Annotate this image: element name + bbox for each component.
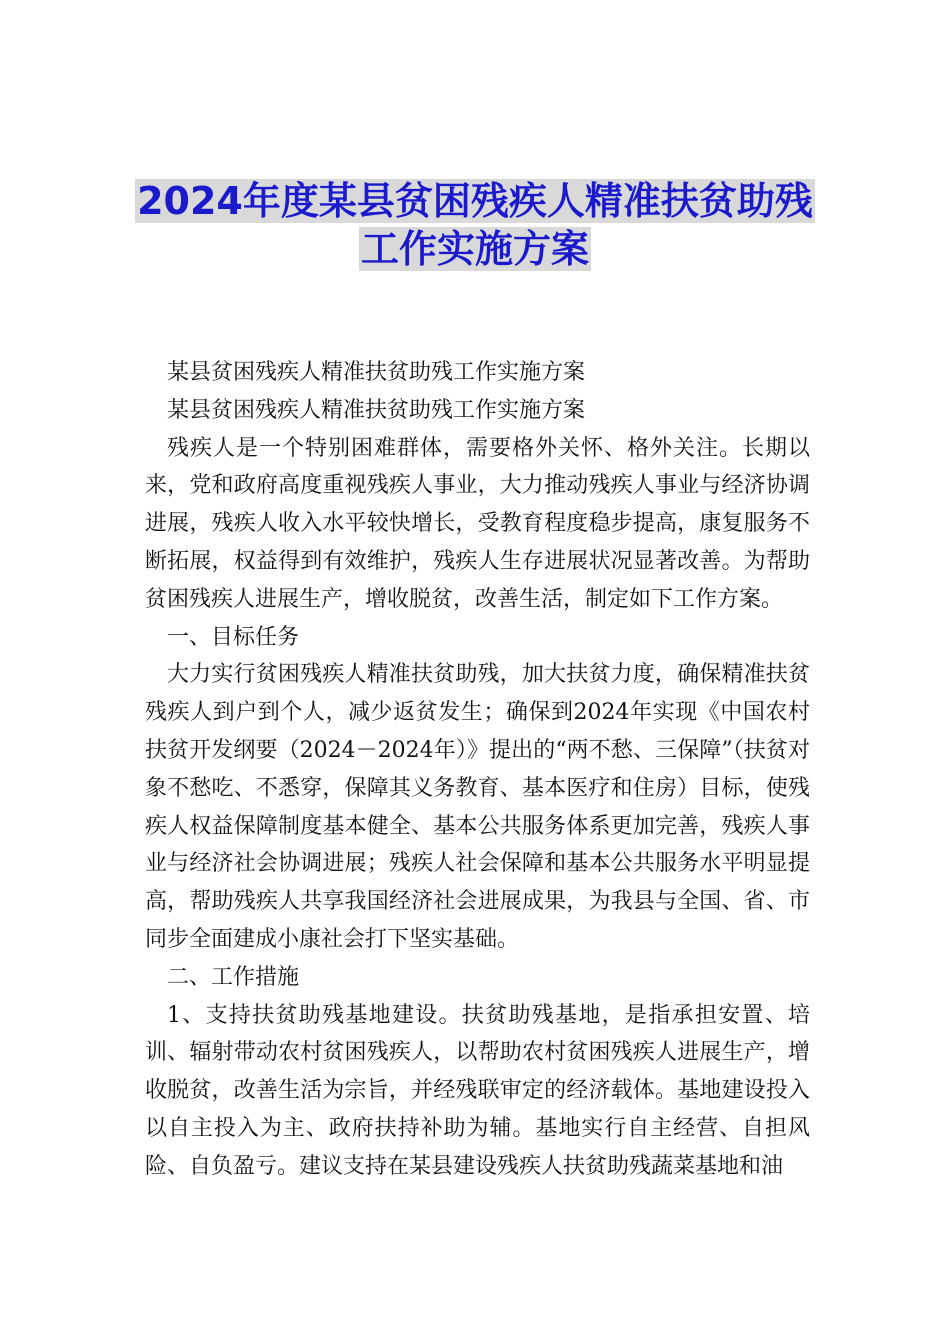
document-title [0,178,950,224]
title-line-2: 工作实施方案 [360,227,589,271]
title-line-1: 2024年度某县贫困残疾人精准扶贫助残 [137,179,813,223]
paragraph-subtitle-repeat: 某县贫困残疾人精准扶贫助残工作实施方案 [167,397,586,423]
paragraph-goals: 大力实行贫困残疾人精准扶贫助残，加大扶贫力度，确保精准扶贫残疾人到户到个人，减少返贫发生；确保到2024年实现《中国农村扶贫开发纲要（2024－2024年）》提出的“两不愁、三保障”（扶贫对象不愁吃、不悉穿，保障其义务教育、基本医疗和住房）目标，使残疾人权益保障制度基本健全、基本公共服务体系更加完善，残疾人事业与经济社会协调进展；残疾人社会保障和基本公共服务水平明显提高，帮助残疾人共享我国经济社会进展成果，为我县与全国、省、市同步全面建成小康社会打下坚实基础。 [145,662,810,952]
paragraph-intro: 残疾人是一个特别困难群体，需要格外关怀、格外关注。长期以来，党和政府高度重视残疾人事业，大力推动残疾人事业与经济协调进展，残疾人收入水平较快增长，受教育程度稳步提高，康复服务不断拓展，权益得到有效维护，残疾人生存进展状况显著改善。为帮助贫困残疾人进展生产，增收脱贫，改善生活，制定如下工作方案。 [145,435,810,612]
paragraph-measure-1: 1、支持扶贫助残基地建设。扶贫助残基地，是指承担安置、培训、辐射带动农村贫困残疾人，以帮助农村贫困残疾人进展生产，增收脱贫，改善生活为宗旨，并经残联审定的经济载体。基地建设投入以自主投入为主、政府扶持补助为辅。基地实行自主经营、自担风险、自负盈亏。建议支持在某县建设残疾人扶贫助残蔬菜基地和油 [145,1002,810,1179]
section-heading-measures: 二、工作措施 [167,964,300,990]
document-body [145,354,810,1186]
paragraph-subtitle: 某县贫困残疾人精准扶贫助残工作实施方案 [167,360,586,385]
document-title-continued [0,226,950,272]
section-heading-goals: 一、目标任务 [167,624,300,650]
